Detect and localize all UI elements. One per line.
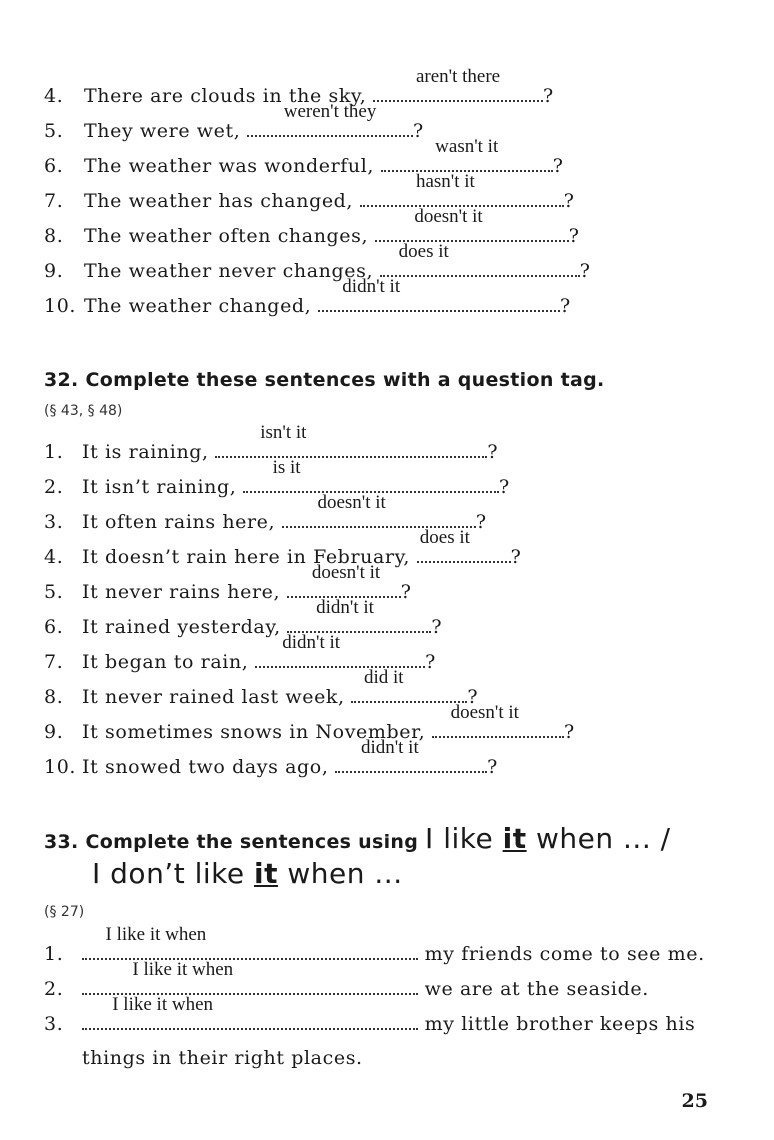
exercise-33-heading-line2: I don’t like it when ...: [92, 857, 403, 890]
handwritten-answer: didn't it: [360, 737, 419, 758]
handwritten-answer: didn't it: [342, 276, 401, 297]
handwritten-answer: did it: [363, 667, 404, 688]
answer-blank: [255, 632, 425, 668]
answer-blank: [318, 276, 560, 312]
handwritten-answer: I like it when: [112, 994, 214, 1015]
handwritten-answer: isn't it: [260, 422, 307, 443]
ex32-item-9: 9. It sometimes snows in November, doesn't it ?: [44, 702, 575, 743]
handwritten-answer: didn't it: [316, 597, 374, 618]
handwritten-answer: aren't there: [415, 66, 501, 87]
answer-blank: [417, 527, 511, 563]
ex33-item-1: 1. I like it when my friends come to see me.: [44, 924, 705, 965]
ex31-item-9: 9. The weather never changes, does it ?: [44, 241, 591, 282]
answer-blank: [351, 667, 467, 703]
ex31-item-10: 10. The weather changed, didn't it ?: [44, 276, 571, 317]
handwritten-answer: doesn't it: [414, 206, 483, 227]
answer-blank: [82, 959, 418, 995]
ex32-item-2: 2. It isn’t raining, is it ?: [44, 457, 510, 498]
ex32-item-1: 1. It is raining, isn't it ?: [44, 422, 499, 463]
answer-blank: [82, 994, 418, 1030]
answer-blank: [287, 562, 401, 598]
handwritten-answer: doesn't it: [317, 492, 386, 513]
handwritten-answer: I like it when: [132, 959, 234, 980]
ex31-item-7: 7. The weather has changed, hasn't it ?: [44, 171, 575, 212]
handwritten-answer: weren't they: [283, 101, 377, 122]
answer-blank: [380, 241, 580, 277]
answer-blank: [360, 171, 564, 207]
handwritten-answer: doesn't it: [450, 702, 519, 723]
ex32-item-3: 3. It often rains here, doesn't it ?: [44, 492, 487, 533]
ex32-item-6: 6. It rained yesterday, didn't it ?: [44, 597, 443, 638]
answer-blank: [82, 924, 418, 960]
ex33-item-3: 3. I like it when my little brother keeps his: [44, 994, 696, 1035]
page-number: 25: [681, 1090, 708, 1112]
answer-blank: [381, 136, 553, 172]
ex31-item-6: 6. The weather was wonderful, wasn't it ?: [44, 136, 564, 177]
handwritten-answer: does it: [398, 241, 449, 262]
answer-blank: [247, 101, 413, 137]
ex31-item-8: 8. The weather often changes, doesn't it ?: [44, 206, 580, 247]
answer-blank: [432, 702, 564, 738]
handwritten-answer: doesn't it: [311, 562, 381, 583]
handwritten-answer: I like it when: [105, 924, 207, 945]
heading-phrase: I like it when ... /: [425, 822, 671, 855]
ex32-item-4: 4. It doesn’t rain here in February, does it ?: [44, 527, 522, 568]
ex31-item-4: 4. There are clouds in the sky, aren't there ?: [44, 66, 554, 107]
exercise-33-reference: (§ 27): [44, 904, 85, 920]
ex32-item-7: 7. It began to rain, didn't it ?: [44, 632, 436, 673]
answer-blank: [287, 597, 431, 633]
answer-blank: [282, 492, 476, 528]
answer-blank: [335, 737, 487, 773]
handwritten-answer: wasn't it: [435, 136, 499, 157]
ex33-item-3-continuation: things in their right places.: [82, 1047, 363, 1069]
exercise-32-reference: (§ 43, § 48): [44, 403, 123, 419]
ex32-item-8: 8. It never rained last week, did it ?: [44, 667, 479, 708]
exercise-32-heading: 32. Complete these sentences with a question tag.: [44, 369, 605, 391]
exercise-33-heading: 33. Complete the sentences using I like it when ... /: [44, 822, 671, 855]
ex32-item-10: 10. It snowed two days ago, didn't it ?: [44, 737, 498, 778]
ex31-item-5: 5. They were wet, weren't they ?: [44, 101, 424, 142]
answer-blank: [243, 457, 499, 493]
handwritten-answer: hasn't it: [415, 171, 475, 192]
answer-blank: [375, 206, 569, 242]
ex32-item-5: 5. It never rains here, doesn't it ?: [44, 562, 412, 603]
ex33-item-2: 2. I like it when we are at the seaside.: [44, 959, 649, 1000]
handwritten-answer: is it: [272, 457, 301, 478]
handwritten-answer: didn't it: [282, 632, 341, 653]
handwritten-answer: does it: [419, 527, 470, 548]
answer-blank: [373, 66, 543, 102]
